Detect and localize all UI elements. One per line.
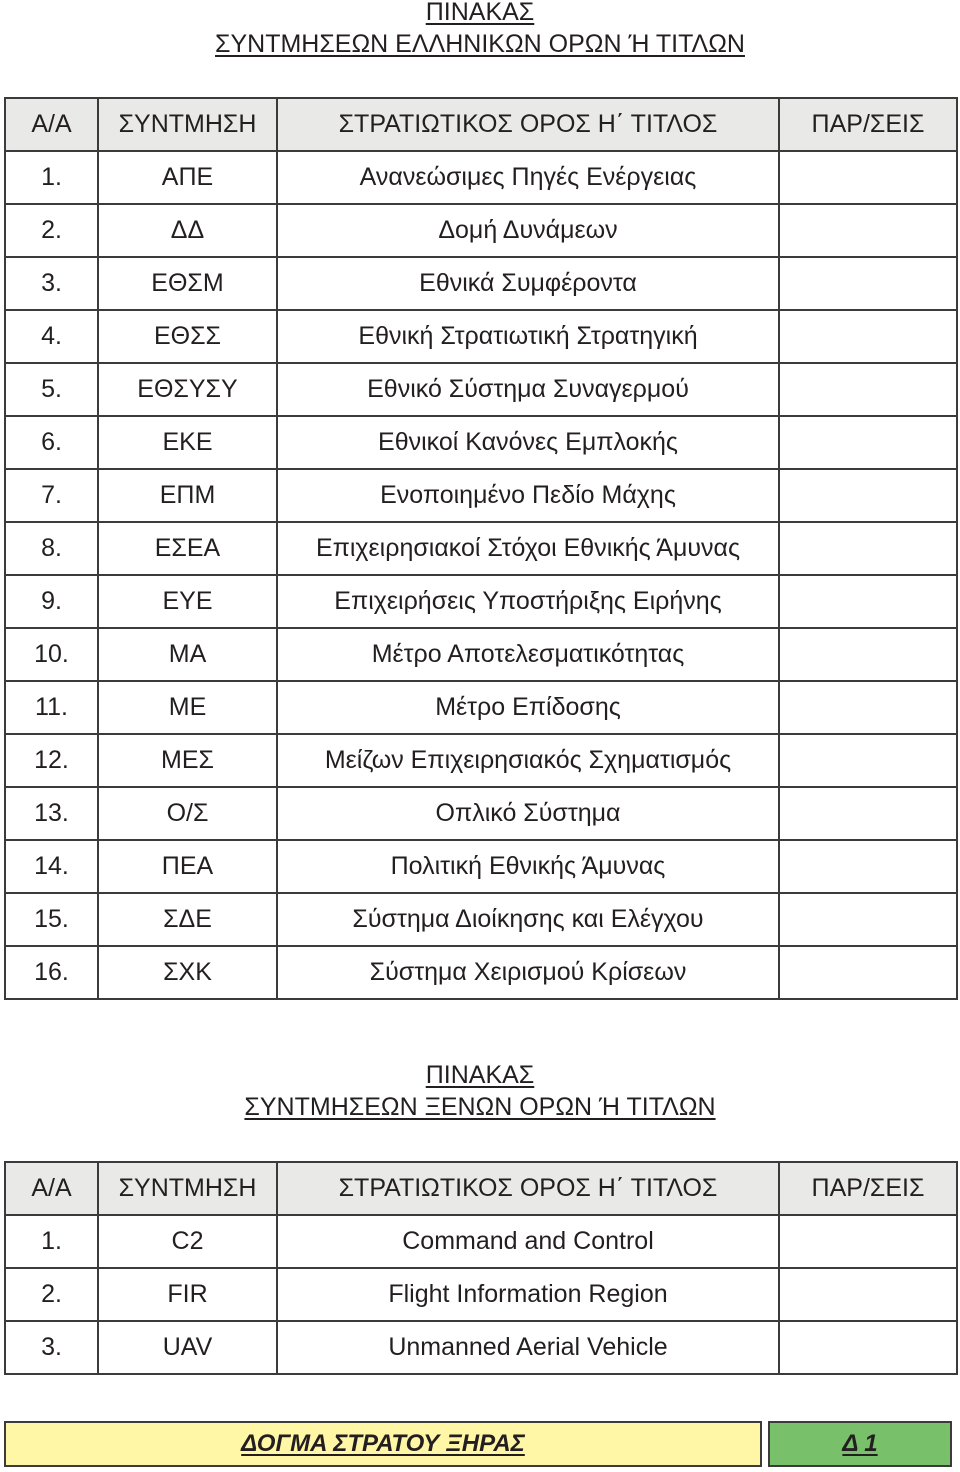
cell-abbreviation: ΕΥΕ — [98, 575, 277, 628]
cell-abbreviation: ΣΧΚ — [98, 946, 277, 999]
cell-term: Πολιτική Εθνικής Άμυνας — [277, 840, 779, 893]
table-row — [5, 257, 957, 310]
cell-index: 14. — [5, 840, 98, 893]
cell-abbreviation: FIR — [98, 1268, 277, 1321]
heading-title-line2: ΣΥΝΤΜΗΣΕΩΝ ΞΕΝΩΝ ΟΡΩΝ Ή ΤΙΤΛΩΝ — [244, 1093, 716, 1121]
cell-abbreviation: ΕΘΣΜ — [98, 257, 277, 310]
cell-term: Ανανεώσιμες Πηγές Ενέργειας — [277, 151, 779, 204]
cell-abbreviation: ΜΕΣ — [98, 734, 277, 787]
foreign-abbreviations-table — [4, 1161, 958, 1375]
cell-abbreviation: ΕΠΜ — [98, 469, 277, 522]
header-term: ΣΤΡΑΤΙΩΤΙΚΟΣ ΟΡΟΣ Η΄ ΤΙΤΛΟΣ — [277, 98, 779, 151]
cell-remarks — [779, 363, 957, 416]
cell-term: Εθνικά Συμφέροντα — [277, 257, 779, 310]
table-row — [5, 204, 957, 257]
cell-remarks — [779, 310, 957, 363]
table-row — [5, 1268, 957, 1321]
cell-term: Οπλικό Σύστημα — [277, 787, 779, 840]
cell-term: Μέτρο Επίδοσης — [277, 681, 779, 734]
cell-term: Ενοποιημένο Πεδίο Μάχης — [277, 469, 779, 522]
cell-abbreviation: ΜΑ — [98, 628, 277, 681]
cell-remarks — [779, 1321, 957, 1374]
cell-index: 6. — [5, 416, 98, 469]
cell-term: Εθνική Στρατιωτική Στρατηγική — [277, 310, 779, 363]
table-row — [5, 310, 957, 363]
cell-abbreviation: C2 — [98, 1215, 277, 1268]
cell-index: 13. — [5, 787, 98, 840]
table-row — [5, 946, 957, 999]
header-abbreviation: ΣΥΝΤΜΗΣΗ — [98, 1162, 277, 1215]
table-row — [5, 628, 957, 681]
cell-index: 8. — [5, 522, 98, 575]
cell-remarks — [779, 946, 957, 999]
cell-abbreviation: ΕΘΣΣ — [98, 310, 277, 363]
heading-title-line1: ΠΙΝΑΚΑΣ — [425, 1061, 535, 1089]
cell-index: 11. — [5, 681, 98, 734]
cell-term: Σύστημα Χειρισμού Κρίσεων — [277, 946, 779, 999]
cell-index: 15. — [5, 893, 98, 946]
table-row — [5, 1215, 957, 1268]
cell-term: Εθνικό Σύστημα Συναγερμού — [277, 363, 779, 416]
cell-index: 4. — [5, 310, 98, 363]
cell-remarks — [779, 416, 957, 469]
cell-remarks — [779, 734, 957, 787]
cell-remarks — [779, 204, 957, 257]
cell-index: 1. — [5, 151, 98, 204]
cell-index: 16. — [5, 946, 98, 999]
header-index: Α/Α — [5, 98, 98, 151]
table-row — [5, 787, 957, 840]
cell-abbreviation: ΔΔ — [98, 204, 277, 257]
table-header-row — [5, 1162, 957, 1215]
heading-title-line2: ΣΥΝΤΜΗΣΕΩΝ ΕΛΛΗΝΙΚΩΝ ΟΡΩΝ Ή ΤΙΤΛΩΝ — [215, 30, 745, 58]
table-row — [5, 151, 957, 204]
table-row — [5, 681, 957, 734]
table-row — [5, 416, 957, 469]
table-row — [5, 734, 957, 787]
cell-remarks — [779, 628, 957, 681]
cell-index: 1. — [5, 1215, 98, 1268]
table-row — [5, 840, 957, 893]
table-row — [5, 575, 957, 628]
cell-remarks — [779, 257, 957, 310]
cell-remarks — [779, 1268, 957, 1321]
cell-index: 2. — [5, 1268, 98, 1321]
cell-index: 3. — [5, 257, 98, 310]
cell-term: Δομή Δυνάμεων — [277, 204, 779, 257]
footer-document-title: ΔΟΓΜΑ ΣΤΡΑΤΟΥ ΞΗΡΑΣ — [4, 1421, 762, 1467]
cell-index: 10. — [5, 628, 98, 681]
cell-index: 12. — [5, 734, 98, 787]
cell-term: Σύστημα Διοίκησης και Ελέγχου — [277, 893, 779, 946]
cell-index: 7. — [5, 469, 98, 522]
cell-index: 9. — [5, 575, 98, 628]
heading-title-line1: ΠΙΝΑΚΑΣ — [425, 0, 535, 26]
table-header-row — [5, 98, 957, 151]
cell-remarks — [779, 893, 957, 946]
cell-remarks — [779, 469, 957, 522]
cell-remarks — [779, 840, 957, 893]
cell-index: 5. — [5, 363, 98, 416]
table-row — [5, 363, 957, 416]
table-row — [5, 469, 957, 522]
table-row — [5, 1321, 957, 1374]
cell-abbreviation: ΕΣΕΑ — [98, 522, 277, 575]
cell-abbreviation: ΕΚΕ — [98, 416, 277, 469]
cell-remarks — [779, 787, 957, 840]
table-row — [5, 893, 957, 946]
cell-term: Επιχειρησιακοί Στόχοι Εθνικής Άμυνας — [277, 522, 779, 575]
cell-remarks — [779, 522, 957, 575]
cell-abbreviation: ΕΘΣΥΣΥ — [98, 363, 277, 416]
header-remarks: ΠΑΡ/ΣΕΙΣ — [779, 98, 957, 151]
cell-index: 2. — [5, 204, 98, 257]
cell-term: Command and Control — [277, 1215, 779, 1268]
cell-remarks — [779, 151, 957, 204]
cell-remarks — [779, 575, 957, 628]
cell-term: Μείζων Επιχειρησιακός Σχηματισμός — [277, 734, 779, 787]
header-remarks: ΠΑΡ/ΣΕΙΣ — [779, 1162, 957, 1215]
cell-abbreviation: ΣΔΕ — [98, 893, 277, 946]
cell-remarks — [779, 1215, 957, 1268]
cell-term: Εθνικοί Κανόνες Εμπλοκής — [277, 416, 779, 469]
cell-term: Unmanned Aerial Vehicle — [277, 1321, 779, 1374]
cell-abbreviation: ΠΕΑ — [98, 840, 277, 893]
cell-abbreviation: ΑΠΕ — [98, 151, 277, 204]
header-index: Α/Α — [5, 1162, 98, 1215]
table-row — [5, 522, 957, 575]
cell-remarks — [779, 681, 957, 734]
cell-term: Μέτρο Αποτελεσματικότητας — [277, 628, 779, 681]
footer-document-code: Δ 1 — [768, 1421, 952, 1467]
header-abbreviation: ΣΥΝΤΜΗΣΗ — [98, 98, 277, 151]
foreign-abbreviations-heading — [0, 1059, 960, 1123]
header-term: ΣΤΡΑΤΙΩΤΙΚΟΣ ΟΡΟΣ Η΄ ΤΙΤΛΟΣ — [277, 1162, 779, 1215]
greek-abbreviations-table — [4, 97, 958, 1000]
cell-abbreviation: UAV — [98, 1321, 277, 1374]
greek-abbreviations-heading — [0, 0, 960, 60]
cell-term: Επιχειρήσεις Υποστήριξης Ειρήνης — [277, 575, 779, 628]
cell-abbreviation: Ο/Σ — [98, 787, 277, 840]
cell-abbreviation: ΜΕ — [98, 681, 277, 734]
cell-index: 3. — [5, 1321, 98, 1374]
cell-term: Flight Information Region — [277, 1268, 779, 1321]
